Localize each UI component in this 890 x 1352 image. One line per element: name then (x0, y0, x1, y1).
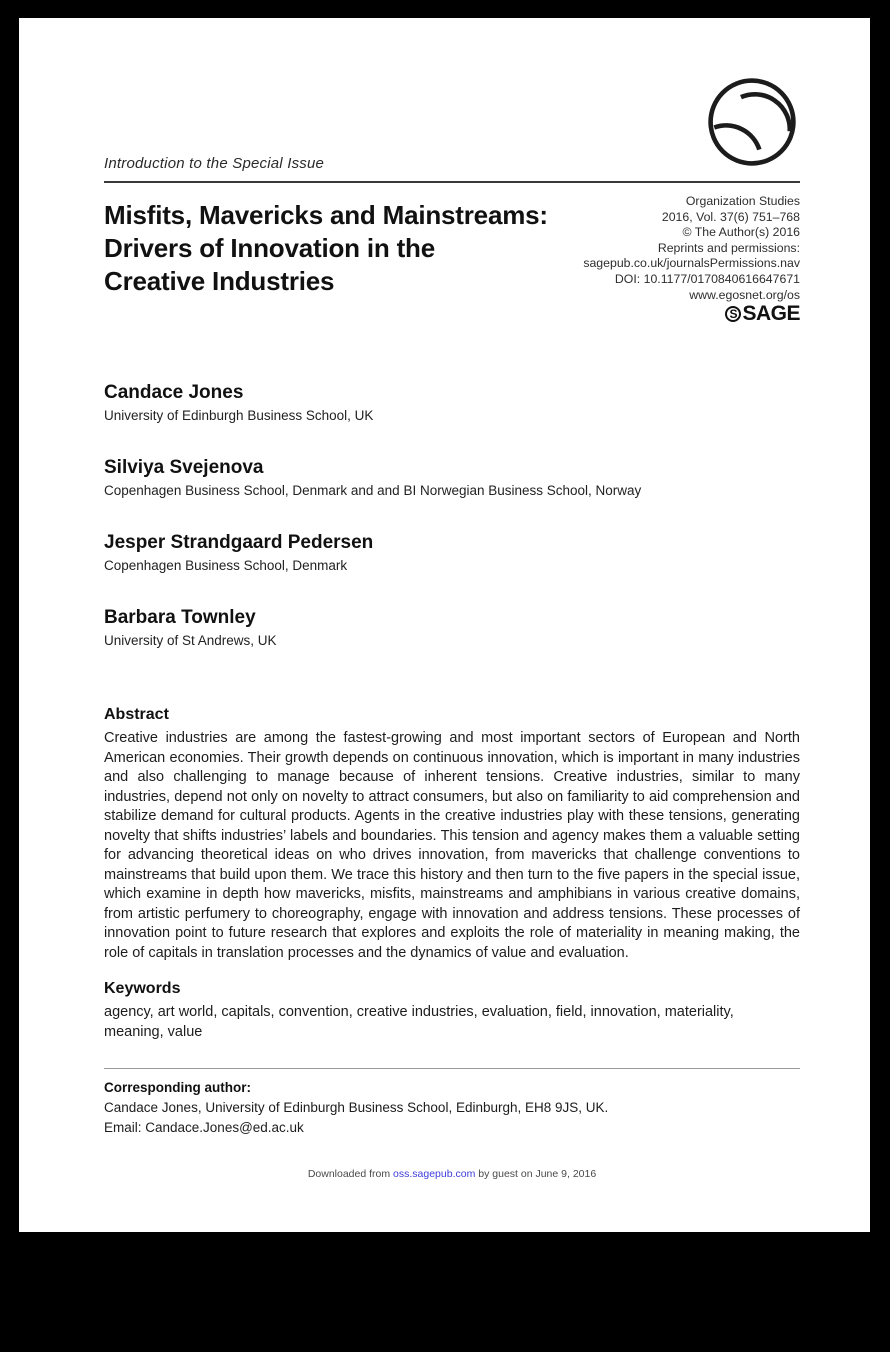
author-name: Candace Jones (104, 382, 244, 403)
sage-logo (583, 302, 800, 326)
journal-metadata (583, 194, 800, 326)
download-footer-prefix: Downloaded from (307, 1168, 394, 1180)
author-list (104, 381, 800, 650)
journal-metadata-line: DOI: 10.1177/0170840616647671 (614, 271, 800, 286)
article-title-line: Creative Industries (104, 266, 335, 296)
sage-wordmark: SAGE (742, 302, 800, 326)
author-affiliation: University of Edinburgh Business School, UK (104, 408, 374, 423)
corresponding-author-section (104, 1078, 800, 1138)
author-entry (104, 531, 800, 575)
download-footer (104, 1168, 800, 1180)
running-head: Introduction to the Special Issue (104, 155, 325, 172)
author-affiliation: Copenhagen Business School, Denmark (104, 558, 348, 573)
author-name: Silviya Svejenova (104, 457, 264, 478)
journal-metadata-lines (583, 194, 800, 303)
abstract-heading: Abstract (104, 706, 169, 723)
author-entry (104, 381, 800, 425)
article-title-line: Drivers of Innovation in the (104, 233, 435, 263)
page-content (19, 155, 870, 1180)
abstract-section (104, 705, 800, 963)
author-name: Barbara Townley (104, 607, 256, 628)
download-source-link[interactable]: oss.sagepub.com (393, 1168, 476, 1180)
keywords-heading: Keywords (104, 980, 181, 997)
keywords-section (104, 979, 800, 1042)
corresponding-author-heading: Corresponding author: (104, 1080, 251, 1095)
journal-metadata-line: 2016, Vol. 37(6) 751–768 (661, 209, 800, 224)
journal-metadata-line: Organization Studies (685, 194, 800, 208)
journal-metadata-line: © The Author(s) 2016 (682, 225, 800, 240)
document-page (19, 18, 870, 1232)
author-entry (104, 456, 800, 500)
corresponding-author-email: Email: Candace.Jones@ed.ac.uk (104, 1120, 304, 1135)
corresponding-author-address: Candace Jones, University of Edinburgh Business School, Edinburgh, EH8 9JS, UK. (104, 1100, 609, 1115)
download-footer-suffix: by guest on June 9, 2016 (475, 1168, 597, 1180)
abstract-text: Creative industries are among the fastest-growing and most important sectors of European and North American economies. Their growth depends on continuous innovation, which is important in many industries and also challenging to manage because of inherent tensions. Creative industries, similar to many industries, depend not only on novelty to attract consumers, but also on familiarity to aid comprehension and stabilize demand for cultural products. Agents in the creative industries play with these tensions, generating novelty that shifts industries’ labels and boundaries. This tension and agency makes them a valuable setting for advancing theoretical ideas on who drives innovation, from mavericks that challenge conventions to mainstreams that build upon them. We trace this history and then turn to the five papers in the special issue, which examine in depth how mavericks, misfits, mainstreams and amphibians in various creative domains, from artistic perfumery to choreography, engage with innovation and address tensions. These processes of innovation point to future research that explores and exploits the role of materiality in meaning making, the role of capitals in translation processes and the dynamics of value and evaluation. (104, 730, 800, 961)
sage-circle-s-icon: S (725, 306, 741, 322)
journal-metadata-line: Reprints and permissions: (657, 240, 800, 255)
author-affiliation: Copenhagen Business School, Denmark and and BI Norwegian Business School, Norway (104, 483, 642, 498)
author-affiliation: University of St Andrews, UK (104, 633, 277, 648)
title-and-meta-row (104, 185, 800, 335)
author-name: Jesper Strandgaard Pedersen (104, 532, 374, 553)
journal-metadata-line: sagepub.co.uk/journalsPermissions.nav (583, 256, 800, 271)
journal-metadata-line: www.egosnet.org/os (689, 287, 800, 302)
header-rule (104, 181, 800, 183)
article-title-line: Misfits, Mavericks and Mainstreams: (104, 200, 548, 230)
footnote-rule (104, 1068, 800, 1069)
author-entry (104, 606, 800, 650)
keywords-text: agency, art world, capitals, convention, creative industries, evaluation, field, innovation, materiality, meaning, value (104, 1004, 734, 1040)
